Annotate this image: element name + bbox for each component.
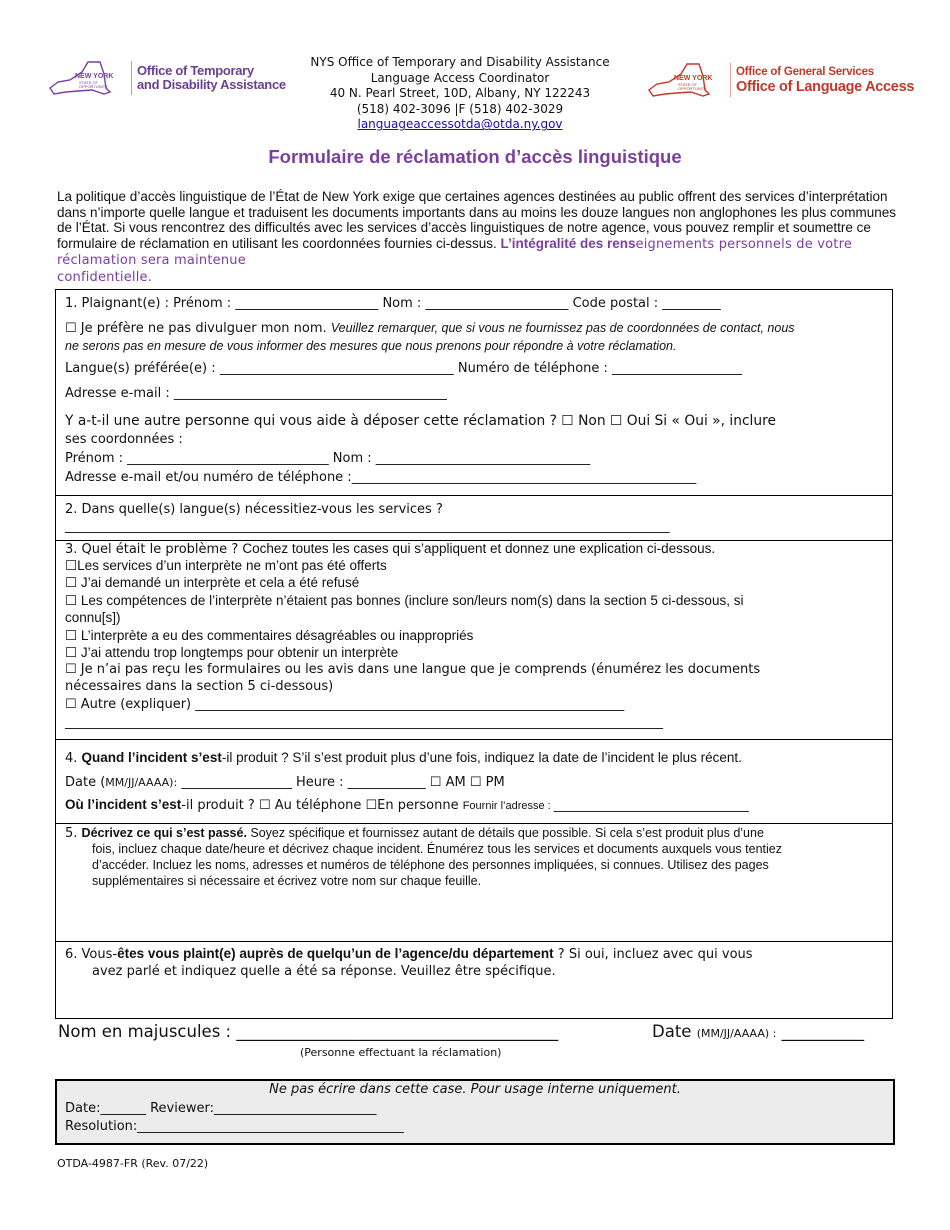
ny-state-logo-icon xyxy=(647,60,727,100)
email-line[interactable]: Adresse e-mail : __________________________________________ xyxy=(65,386,447,401)
problem-option-skills[interactable]: ☐ Les compétences de l’interprète n’étaient pas bonnes (inclure son/leurs nom(s) dans la section 5 ci-dessous, si xyxy=(65,593,744,608)
anonymous-note-cont: ne serons pas en mesure de vous informer des mesures que nous prenons pour répondre à votre réclamation. xyxy=(65,339,677,353)
address-field[interactable]: ______________________________ xyxy=(553,798,749,813)
section-3-problem xyxy=(56,541,892,740)
otda-logo xyxy=(48,58,288,98)
date-format: MM/JJ/AAAA): xyxy=(105,776,178,789)
when-question xyxy=(65,750,742,766)
signature-date-field[interactable] xyxy=(652,1022,864,1041)
otda-logo-line2: and Disability Assistance xyxy=(137,77,286,92)
anonymous-option[interactable] xyxy=(65,320,795,336)
description-heading: Décrivez ce qui s’est passé. xyxy=(81,826,247,840)
problem-option-refused[interactable]: ☐ J’ai demandé un interprète et cela a été refusé xyxy=(65,575,360,590)
agency-heading: êtes vous plaint(e) auprès de quelqu’un de l’agence/du département xyxy=(117,946,554,961)
date-time-line[interactable] xyxy=(65,775,505,790)
svg-text:OPPORTUNITY.: OPPORTUNITY. xyxy=(678,86,708,91)
page-title: Formulaire de réclamation d’accès linguistique xyxy=(268,146,682,167)
svg-text:OPPORTUNITY.: OPPORTUNITY. xyxy=(79,84,109,89)
ny-state-logo-icon xyxy=(48,58,128,98)
internal-use-title: Ne pas écrire dans cette case. Pour usage interne uniquement. xyxy=(269,1082,681,1097)
date-line[interactable]: __________ xyxy=(776,1022,865,1041)
description-prompt xyxy=(65,826,764,841)
problem-option-skills-cont: connu[s]) xyxy=(65,610,121,625)
address-label: Fournir l’adresse : xyxy=(462,800,554,812)
svg-text:NEW YORK: NEW YORK xyxy=(674,75,713,82)
section-2-language xyxy=(56,496,892,541)
when-instruction: -il produit ? S’il s’est produit plus d’une fois, indiquez la date de l’incident le plus récent. xyxy=(221,750,742,765)
svg-text:STATE OF: STATE OF xyxy=(79,80,98,85)
anonymous-note: Veuillez remarquer, que si vous ne fournissez pas de coordonnées de contact, nous xyxy=(330,321,795,335)
language-phone-line[interactable]: Langue(s) préférée(e) : ____________________________________ Numéro de téléphone : ____________________ xyxy=(65,361,743,376)
contact-phone: (518) 402-3096 |F (518) 402-3029 xyxy=(356,101,564,116)
section-5-description xyxy=(56,824,892,942)
contact-block xyxy=(300,55,620,133)
logo-divider xyxy=(730,63,731,97)
resolution-line: Resolution:_________________________________________ xyxy=(65,1119,404,1134)
where-line[interactable] xyxy=(65,797,749,813)
printed-name-caption: (Personne effectuant la réclamation) xyxy=(300,1046,502,1059)
description-instruction-3: d’accéder. Incluez les noms, adresses et numéros de téléphone des personnes impliquées, si connues. Utilisez des pages xyxy=(92,858,769,872)
description-instruction-4: supplémentaires si nécessaire et écrivez votre nom sur chaque feuille. xyxy=(92,874,482,888)
contact-email-link[interactable]: languageaccessotda@otda.ny.gov xyxy=(357,117,563,132)
helper-question[interactable]: Y a-t-il une autre personne qui vous aide à déposer cette réclamation ? ☐ Non ☐ Oui Si « Oui », inclure xyxy=(65,413,776,429)
intro-emphasis: eignements personnels de votre réclamation sera maintenue xyxy=(57,236,853,269)
section-1-complainant xyxy=(56,290,892,496)
complainant-name-line[interactable]: 1. Plaignant(e) : Prénom : ______________________ Nom : ______________________ Code postal : _________ xyxy=(65,296,721,311)
svg-text:NEW YORK: NEW YORK xyxy=(75,73,114,80)
section-4-when-where xyxy=(56,740,892,824)
date-label: Date xyxy=(652,1022,697,1041)
agency-number: 6. Vous- xyxy=(65,947,118,962)
contact-role: Language Access Coordinator xyxy=(370,70,550,85)
agency-instruction: ? Si oui, incluez avec qui vous xyxy=(553,947,753,962)
date-format: (MM/JJ/AAAA) : xyxy=(696,1027,777,1040)
helper-contact-line[interactable]: Adresse e-mail et/ou numéro de téléphone :_____________________________________________________ xyxy=(65,470,697,485)
helper-name-line[interactable]: Prénom : _______________________________ Nom : _________________________________ xyxy=(65,451,591,466)
where-options[interactable]: -il produit ? ☐ Au téléphone ☐En personne xyxy=(181,798,463,813)
otda-logo-line1: Office of Temporary xyxy=(137,63,254,78)
internal-use-box xyxy=(55,1079,895,1145)
description-instruction: Soyez spécifique et fournissez autant de détails que possible. Si cela s’est produit plus d’une xyxy=(246,826,764,840)
section-6-agency-complaint xyxy=(56,942,892,1020)
date-label: Date ( xyxy=(65,775,106,790)
printed-name-field[interactable]: Nom en majuscules : _______________________________________ xyxy=(58,1022,559,1041)
language-answer-line[interactable]: _____________________________________________________________________________________________ xyxy=(65,519,670,534)
form-code: OTDA-4987-FR (Rev. 07/22) xyxy=(57,1157,209,1170)
where-heading: Où l’incident s’est xyxy=(65,797,182,812)
problem-option-not-offered[interactable]: ☐Les services d’un interprète ne m’ont pas été offerts xyxy=(65,558,387,573)
intro-text: La politique d’accès linguistique de l’État de New York exige que certaines agences destinées au public offrent des services d’interprétation dans n’importe quelle langue et traduisent les documents importants dans au moins les douze langues non anglophones les plus communes de l’État. Si vous rencontrez des difficultés avec les services d’accès linguistiques de notre agence, vous pouvez remplir et soumettre ce formulaire de réclamation en utilisant les coordonnées fournies ci-dessus. xyxy=(57,189,897,251)
reviewer-line: Date:_______ Reviewer:_________________________ xyxy=(65,1101,377,1116)
contact-agency: NYS Office of Temporary and Disability Assistance xyxy=(310,55,610,69)
agency-question xyxy=(65,946,753,962)
date-time-fields[interactable]: _________________ Heure : ____________ ☐ AM ☐ PM xyxy=(177,775,505,790)
when-number: 4. xyxy=(65,751,82,766)
svg-text:STATE OF: STATE OF xyxy=(678,82,697,87)
problem-option-documents[interactable]: ☐ Je n’ai pas reçu les formulaires ou les avis dans une langue que je comprends (énumérez les documents xyxy=(65,662,761,677)
problem-option-documents-cont: nécessaires dans la section 5 ci-dessous) xyxy=(65,679,334,694)
problem-explain-line[interactable]: ____________________________________________________________________________________________ xyxy=(65,715,663,730)
when-heading: Quand l’incident s’est xyxy=(81,750,222,765)
helper-contact-label: ses coordonnées : xyxy=(65,432,183,447)
contact-address: 40 N. Pearl Street, 10D, Albany, NY 122243 xyxy=(329,86,591,101)
description-number: 5. xyxy=(65,826,82,841)
complaint-form xyxy=(55,289,893,1019)
logo-divider xyxy=(131,61,132,95)
problem-option-rude[interactable]: ☐ L’interprète a eu des commentaires désagréables ou inappropriés xyxy=(65,628,474,643)
ogs-logo-line2: Office of Language Access xyxy=(736,78,915,95)
anonymous-checkbox-label[interactable]: ☐ Je préfère ne pas divulguer mon nom. xyxy=(65,321,331,336)
language-question: 2. Dans quelle(s) langue(s) nécessitiez-vous les services ? xyxy=(65,502,443,517)
problem-option-other[interactable]: ☐ Autre (expliquer) __________________________________________________________________ xyxy=(65,697,625,712)
ogs-logo xyxy=(647,58,922,102)
problem-heading: 3. Quel était le problème ? xyxy=(65,542,243,557)
description-instruction-2: fois, incluez chaque date/heure et décrivez chaque incident. Énumérez tous les services et documents auxquels vous tentiez xyxy=(92,842,782,856)
intro-emphasis-end: confidentielle. xyxy=(57,269,153,285)
ogs-logo-line1: Office of General Services xyxy=(736,65,874,78)
agency-instruction-2: avez parlé et indiquez quelle a été sa réponse. Veuillez être spécifique. xyxy=(92,964,556,979)
problem-option-wait[interactable]: ☐ J’ai attendu trop longtemps pour obtenir un interprète xyxy=(65,645,399,660)
intro-emphasis-bold: L’intégralité des rens xyxy=(500,235,636,251)
problem-question xyxy=(65,541,715,557)
problem-instruction: Cochez toutes les cases qui s’appliquent et donnez une explication ci-dessous. xyxy=(242,541,716,556)
intro-paragraph xyxy=(57,189,897,286)
